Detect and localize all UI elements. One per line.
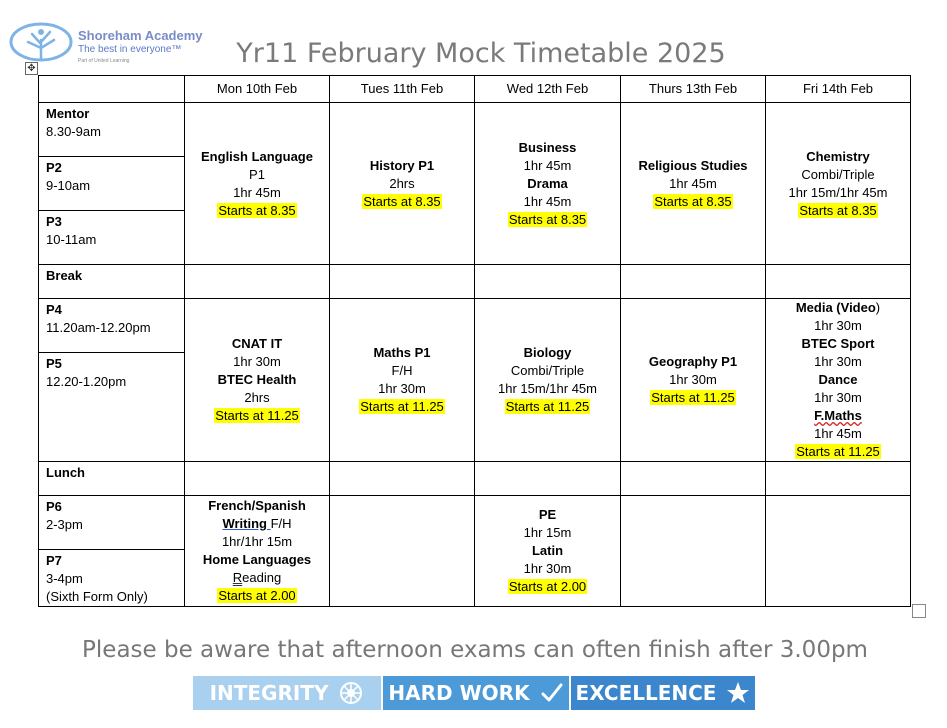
school-tagline: The best in everyone™ <box>78 44 182 55</box>
period-p3: P3 10-11am <box>39 211 185 265</box>
value-excellence: EXCELLENCE <box>571 676 755 710</box>
exam-cell-thu-midday: Geography P1 1hr 30m Starts at 11.25 <box>621 299 766 462</box>
empty-cell <box>475 462 621 496</box>
exam-cell-wed-afternoon: PE 1hr 15m Latin 1hr 30m Starts at 2.00 <box>475 496 621 607</box>
empty-cell <box>621 462 766 496</box>
exam-cell-thu-morning: Religious Studies 1hr 45m Starts at 8.35 <box>621 103 766 265</box>
page-title: Yr11 February Mock Timetable 2025 <box>236 38 726 69</box>
checkmark-icon <box>540 681 564 705</box>
empty-cell <box>766 496 911 607</box>
timetable <box>38 75 911 607</box>
day-header-fri: Fri 14th Feb <box>766 76 911 103</box>
start-time-highlight: Starts at 8.35 <box>799 202 877 218</box>
start-time-highlight: Starts at 8.35 <box>654 193 732 209</box>
spellcheck-word: F.Maths <box>814 408 862 423</box>
exam-cell-wed-midday: Biology Combi/Triple 1hr 15m/1hr 45m Starts at 11.25 <box>475 299 621 462</box>
table-resize-handle[interactable] <box>912 604 926 618</box>
exam-cell-fri-midday: Media (Video) 1hr 30m BTEC Sport 1hr 30m Dance 1hr 30m F.Maths 1hr 45m Starts at 11.25 <box>766 299 911 462</box>
start-time-highlight: Starts at 8.35 <box>508 211 587 227</box>
empty-cell <box>185 265 330 299</box>
start-time-highlight: Starts at 11.25 <box>651 390 735 405</box>
start-time-highlight: Starts at 11.25 <box>215 408 299 423</box>
empty-cell <box>621 265 766 299</box>
finish-time-note: Please be aware that afternoon exams can often finish after 3.00pm <box>82 637 868 663</box>
start-time-highlight: Starts at 2.00 <box>218 588 296 603</box>
exam-cell-tue-morning: History P1 2hrs Starts at 8.35 <box>330 103 475 265</box>
value-hard-work: HARD WORK <box>383 676 569 710</box>
values-banner <box>193 676 755 710</box>
period-p2: P2 9-10am <box>39 157 185 211</box>
exam-cell-mon-morning: English Language P1 1hr 45m Starts at 8.35 <box>185 103 330 265</box>
empty-cell <box>330 462 475 496</box>
exam-cell-fri-morning: Chemistry Combi/Triple 1hr 15m/1hr 45m Starts at 8.35 <box>766 103 911 265</box>
value-integrity: INTEGRITY <box>193 676 381 710</box>
table-move-icon[interactable]: ✥ <box>25 62 38 75</box>
empty-cell <box>766 265 911 299</box>
start-time-highlight: Starts at 11.25 <box>360 399 444 414</box>
empty-cell <box>475 265 621 299</box>
period-p6: P6 2-3pm <box>39 496 185 550</box>
start-time-highlight: Starts at 2.00 <box>508 579 587 594</box>
period-mentor: Mentor 8.30-9am <box>39 103 185 157</box>
period-p7: P7 3-4pm (Sixth Form Only) <box>39 550 185 607</box>
start-time-highlight: Starts at 11.25 <box>796 444 880 459</box>
period-break: Break <box>39 265 185 299</box>
wheel-icon <box>338 680 364 706</box>
empty-cell <box>330 265 475 299</box>
day-header-mon: Mon 10th Feb <box>185 76 330 103</box>
day-header-thu: Thurs 13th Feb <box>621 76 766 103</box>
exam-cell-mon-afternoon: French/Spanish Writing F/H 1hr/1hr 15m Home Languages Reading Starts at 2.00 <box>185 496 330 607</box>
period-p4: P4 11.20am-12.20pm <box>39 299 185 353</box>
empty-cell <box>766 462 911 496</box>
day-header-wed: Wed 12th Feb <box>475 76 621 103</box>
start-time-highlight: Starts at 8.35 <box>363 193 441 209</box>
exam-cell-wed-morning: Business 1hr 45m Drama 1hr 45m Starts at 8.35 <box>475 103 621 265</box>
period-lunch: Lunch <box>39 462 185 496</box>
corner-cell <box>39 76 185 103</box>
school-group: Part of United Learning <box>78 58 130 64</box>
empty-cell <box>621 496 766 607</box>
start-time-highlight: Starts at 11.25 <box>505 399 590 414</box>
empty-cell <box>185 462 330 496</box>
header-row <box>39 76 911 103</box>
exam-cell-tue-midday: Maths P1 F/H 1hr 30m Starts at 11.25 <box>330 299 475 462</box>
start-time-highlight: Starts at 8.35 <box>218 202 296 218</box>
exam-cell-mon-midday: CNAT IT 1hr 30m BTEC Health 2hrs Starts at 11.25 <box>185 299 330 462</box>
empty-cell <box>330 496 475 607</box>
hyperlink-text[interactable]: Writing <box>222 516 271 531</box>
star-icon <box>726 681 750 705</box>
day-header-tue: Tues 11th Feb <box>330 76 475 103</box>
school-name: Shoreham Academy <box>78 28 203 43</box>
period-p5: P5 12.20-1.20pm <box>39 353 185 462</box>
